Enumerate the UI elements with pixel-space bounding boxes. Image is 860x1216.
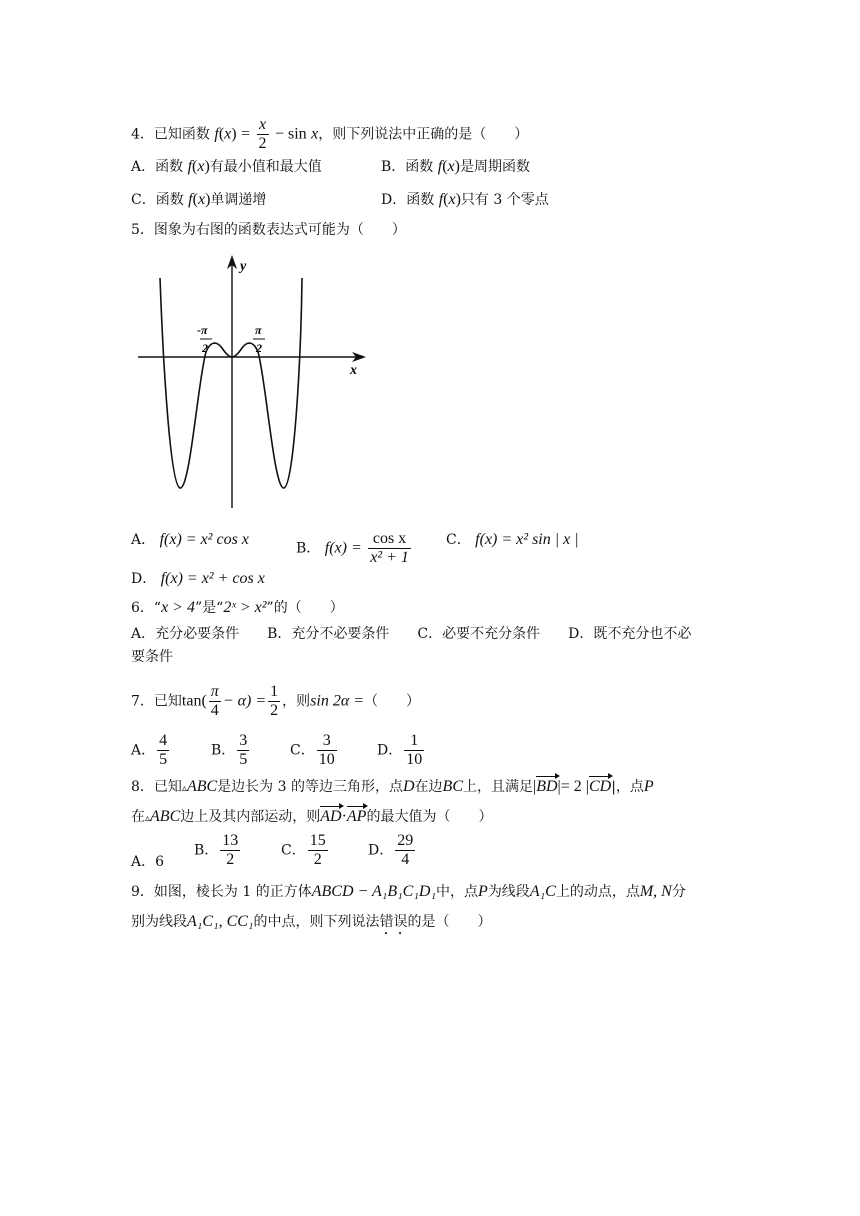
q4-a-label: A．函数 <box>131 159 184 175</box>
q7-d-frac <box>404 732 424 769</box>
q8-bc: BC <box>442 778 463 795</box>
q8-b-num: 13 <box>222 832 239 849</box>
q8-option-a <box>131 842 164 882</box>
q7-d-label: D． <box>377 742 403 759</box>
q7-sin2a: sin 2α = <box>310 692 365 710</box>
q8-dot: · <box>341 808 347 825</box>
q4-d-label: D．函数 <box>381 192 435 208</box>
q6-cond2: 2ˣ > x² <box>223 599 267 616</box>
q9-l2b: 的中点，则下列说法 <box>253 914 380 930</box>
q4-stem: 4．已知函数 f(x) = $\frac{x}{2}$ − sin x，则下列说法中正确的是（ ） <box>131 116 529 152</box>
q4-stem-prefix: 4．已知函数 <box>131 126 210 143</box>
q7-a-frac <box>157 732 169 769</box>
q7-pi-over-4 <box>209 683 221 720</box>
q7-pi: π <box>210 683 219 700</box>
q7-c-frac <box>317 732 337 769</box>
q5-stem: 5．图象为右图的函数表达式可能为（ ） <box>131 222 406 238</box>
q7-c-num: 3 <box>317 732 337 751</box>
q8-c-frac <box>308 832 328 869</box>
q8-b-frac <box>220 832 240 869</box>
q4-x2: x <box>311 125 319 143</box>
q9-l1a: 9．如图，棱长为 1 的正方体 <box>131 884 312 900</box>
q8-l2b: 边上及其内部运动，则 <box>180 809 321 825</box>
q7-b-label: B． <box>211 742 236 759</box>
q8-l2c: 的最大值为（ ） <box>366 809 493 825</box>
q8-vec-cd: CD <box>588 778 612 795</box>
q7-b-frac <box>237 732 249 769</box>
q7-mid: ，则 <box>282 693 311 710</box>
q8-vec-bd: BD <box>536 778 558 795</box>
q6-p1: 6．“ <box>131 600 162 616</box>
q7-tan: tan( <box>181 692 207 710</box>
q5-a-expr: f(x) = x² cos x <box>159 531 249 548</box>
q8-d-den: 4 <box>401 851 410 868</box>
q8-c-num: 15 <box>309 832 326 849</box>
q4-den: 2 <box>258 135 267 152</box>
q4-option-b: B．函数 f(x)是周期函数 <box>381 158 530 175</box>
q4-b-text: 是周期函数 <box>459 159 530 175</box>
q5-a-label: A． <box>131 532 156 548</box>
q5-option-b <box>296 530 413 567</box>
q8-l1c: 在边 <box>414 779 443 795</box>
q7-minus-alpha: − α) = <box>222 692 267 710</box>
q6-options: A．充分必要条件 B．充分不必要条件 C．必要不充分条件 D．既不充分也不必 <box>131 626 692 642</box>
q8-b-label: B． <box>194 842 219 859</box>
q7-option-a <box>131 732 171 769</box>
q9-line2 <box>131 912 491 938</box>
q4-x: x <box>224 125 232 143</box>
q8-a-label: A．6 <box>131 854 165 870</box>
q6-p2: ”是“ <box>194 600 224 616</box>
q9-segs: A₁C₁, CC₁ <box>187 913 254 930</box>
q5-c-expr: f(x) = x² sin | x | <box>475 531 579 548</box>
q9-wrong-emphasis: 错误 <box>379 914 408 930</box>
q4-f: f <box>214 125 219 143</box>
q9-mn: M, N <box>639 883 672 900</box>
q8-l2a: 在 <box>131 809 145 825</box>
q8-bar: | <box>533 778 537 795</box>
q7-c-label: C． <box>290 742 315 759</box>
q5-d-label: D． <box>131 571 157 587</box>
q8-l1e: |，点 <box>611 779 644 795</box>
q8-d: D <box>402 778 415 795</box>
q9-l1b: 中，点 <box>436 884 479 900</box>
q4-num: x <box>257 116 269 135</box>
q9-l1c: 为线段 <box>487 884 530 900</box>
q4-b-label: B．函数 <box>381 159 434 175</box>
q7-option-d <box>377 732 426 769</box>
q8-b-den: 2 <box>226 851 235 868</box>
q4-c-text: 单调递增 <box>210 192 267 208</box>
q4-minus-sin: − sin <box>274 125 307 143</box>
q8-c-den: 2 <box>313 851 322 868</box>
q7-suffix: （ ） <box>364 693 421 710</box>
q7-two: 2 <box>270 702 279 719</box>
q7-a-den: 5 <box>159 751 168 768</box>
q8-abc: ABC <box>186 778 218 795</box>
q7-one: 1 <box>270 683 279 700</box>
tick-right-den: 2 <box>256 341 262 355</box>
q5-c-label: C． <box>446 532 471 548</box>
q9-cube: ABCD − A₁B₁C₁D₁ <box>311 883 437 900</box>
x-axis-label: x <box>350 363 357 378</box>
q5-option-c <box>446 530 579 550</box>
q9-l1e: 分 <box>671 884 686 900</box>
q5-d-expr: f(x) = x² + cos x <box>160 570 265 587</box>
q6-cond1: x > 4 <box>161 599 195 616</box>
q7-stem <box>131 683 420 720</box>
q9-l1d: 上的动点，点 <box>555 884 640 900</box>
q8-c-label: C． <box>281 842 306 859</box>
q5-b-label: B． <box>296 540 321 557</box>
q7-b-den: 5 <box>239 751 248 768</box>
q7-d-den: 10 <box>406 751 423 768</box>
q7-four: 4 <box>210 702 219 719</box>
q8-line2 <box>131 807 492 829</box>
q7-b-num: 3 <box>239 732 248 749</box>
q8-abc2: ABC <box>150 808 181 825</box>
q5-option-a <box>131 530 249 550</box>
q6-options-cont: 要条件 <box>131 649 173 665</box>
q9-line1 <box>131 882 686 902</box>
q4-d-text: 只有 3 个零点 <box>460 192 549 208</box>
q8-l1b: 是边长为 3 的等边三角形，点 <box>217 779 403 795</box>
q8-l1a: 8．已知 <box>131 779 182 795</box>
q8-option-d <box>368 832 417 869</box>
q7-one-half <box>268 683 280 720</box>
q6-p3: ”的（ ） <box>266 600 344 616</box>
q7-option-c <box>290 732 339 769</box>
q8-l1d: 上，且满足 <box>463 779 533 795</box>
q4-c-label: C．函数 <box>131 192 184 208</box>
q9-seg: A₁C <box>529 883 556 900</box>
q4-eq: = <box>241 125 251 143</box>
q7-option-b <box>211 732 251 769</box>
q8-d-label: D． <box>368 842 394 859</box>
q9-l2a: 别为线段 <box>131 914 187 930</box>
q7-prefix: 7．已知 <box>131 693 182 710</box>
q8-option-b <box>194 832 242 869</box>
q8-vec-ad: AD <box>320 808 342 825</box>
tick-neg-pi-over-2: -π <box>197 323 208 337</box>
q4-fraction <box>257 116 269 153</box>
triangle-icon: ▵ <box>181 783 187 794</box>
q7-a-num: 4 <box>159 732 168 749</box>
q4-option-a: A．函数 f(x)有最小值和最大值 <box>131 158 322 175</box>
q6-stem <box>131 598 344 618</box>
q8-p: P <box>643 778 654 795</box>
q5-option-d <box>131 569 265 589</box>
q5-b-num: cos x <box>368 530 411 549</box>
q5-b-fraction <box>368 530 411 567</box>
q5-b-den: x² + 1 <box>370 549 409 566</box>
q8-eq2: |= 2 | <box>557 778 589 795</box>
q8-vec-ap: AP <box>346 808 367 825</box>
q8-line1 <box>131 777 654 799</box>
q5-b-lhs: f(x) = <box>324 539 362 557</box>
q4-option-c: C．函数 f(x)单调递增 <box>131 191 267 208</box>
y-axis-label: y <box>240 259 247 274</box>
function-curve <box>160 278 302 488</box>
q9-p: P <box>478 883 488 900</box>
q5-graph <box>130 250 375 512</box>
q4-option-d: D．函数 f(x)只有 3 个零点 <box>381 191 549 208</box>
q8-d-num: 29 <box>397 832 414 849</box>
q7-a-label: A． <box>131 742 156 759</box>
q7-d-num: 1 <box>404 732 424 751</box>
q4-a-text: 有最小值和最大值 <box>209 159 322 175</box>
q9-l2c: 的是（ ） <box>407 914 492 930</box>
triangle-icon: ▵ <box>145 813 151 824</box>
tick-left-den: 2 <box>202 341 208 355</box>
tick-pi-over-2: π <box>255 323 262 337</box>
q7-c-den: 10 <box>318 751 335 768</box>
q8-option-c <box>281 832 330 869</box>
q4-stem-suffix: ，则下列说法中正确的是（ ） <box>318 126 529 143</box>
q8-d-frac <box>395 832 415 869</box>
